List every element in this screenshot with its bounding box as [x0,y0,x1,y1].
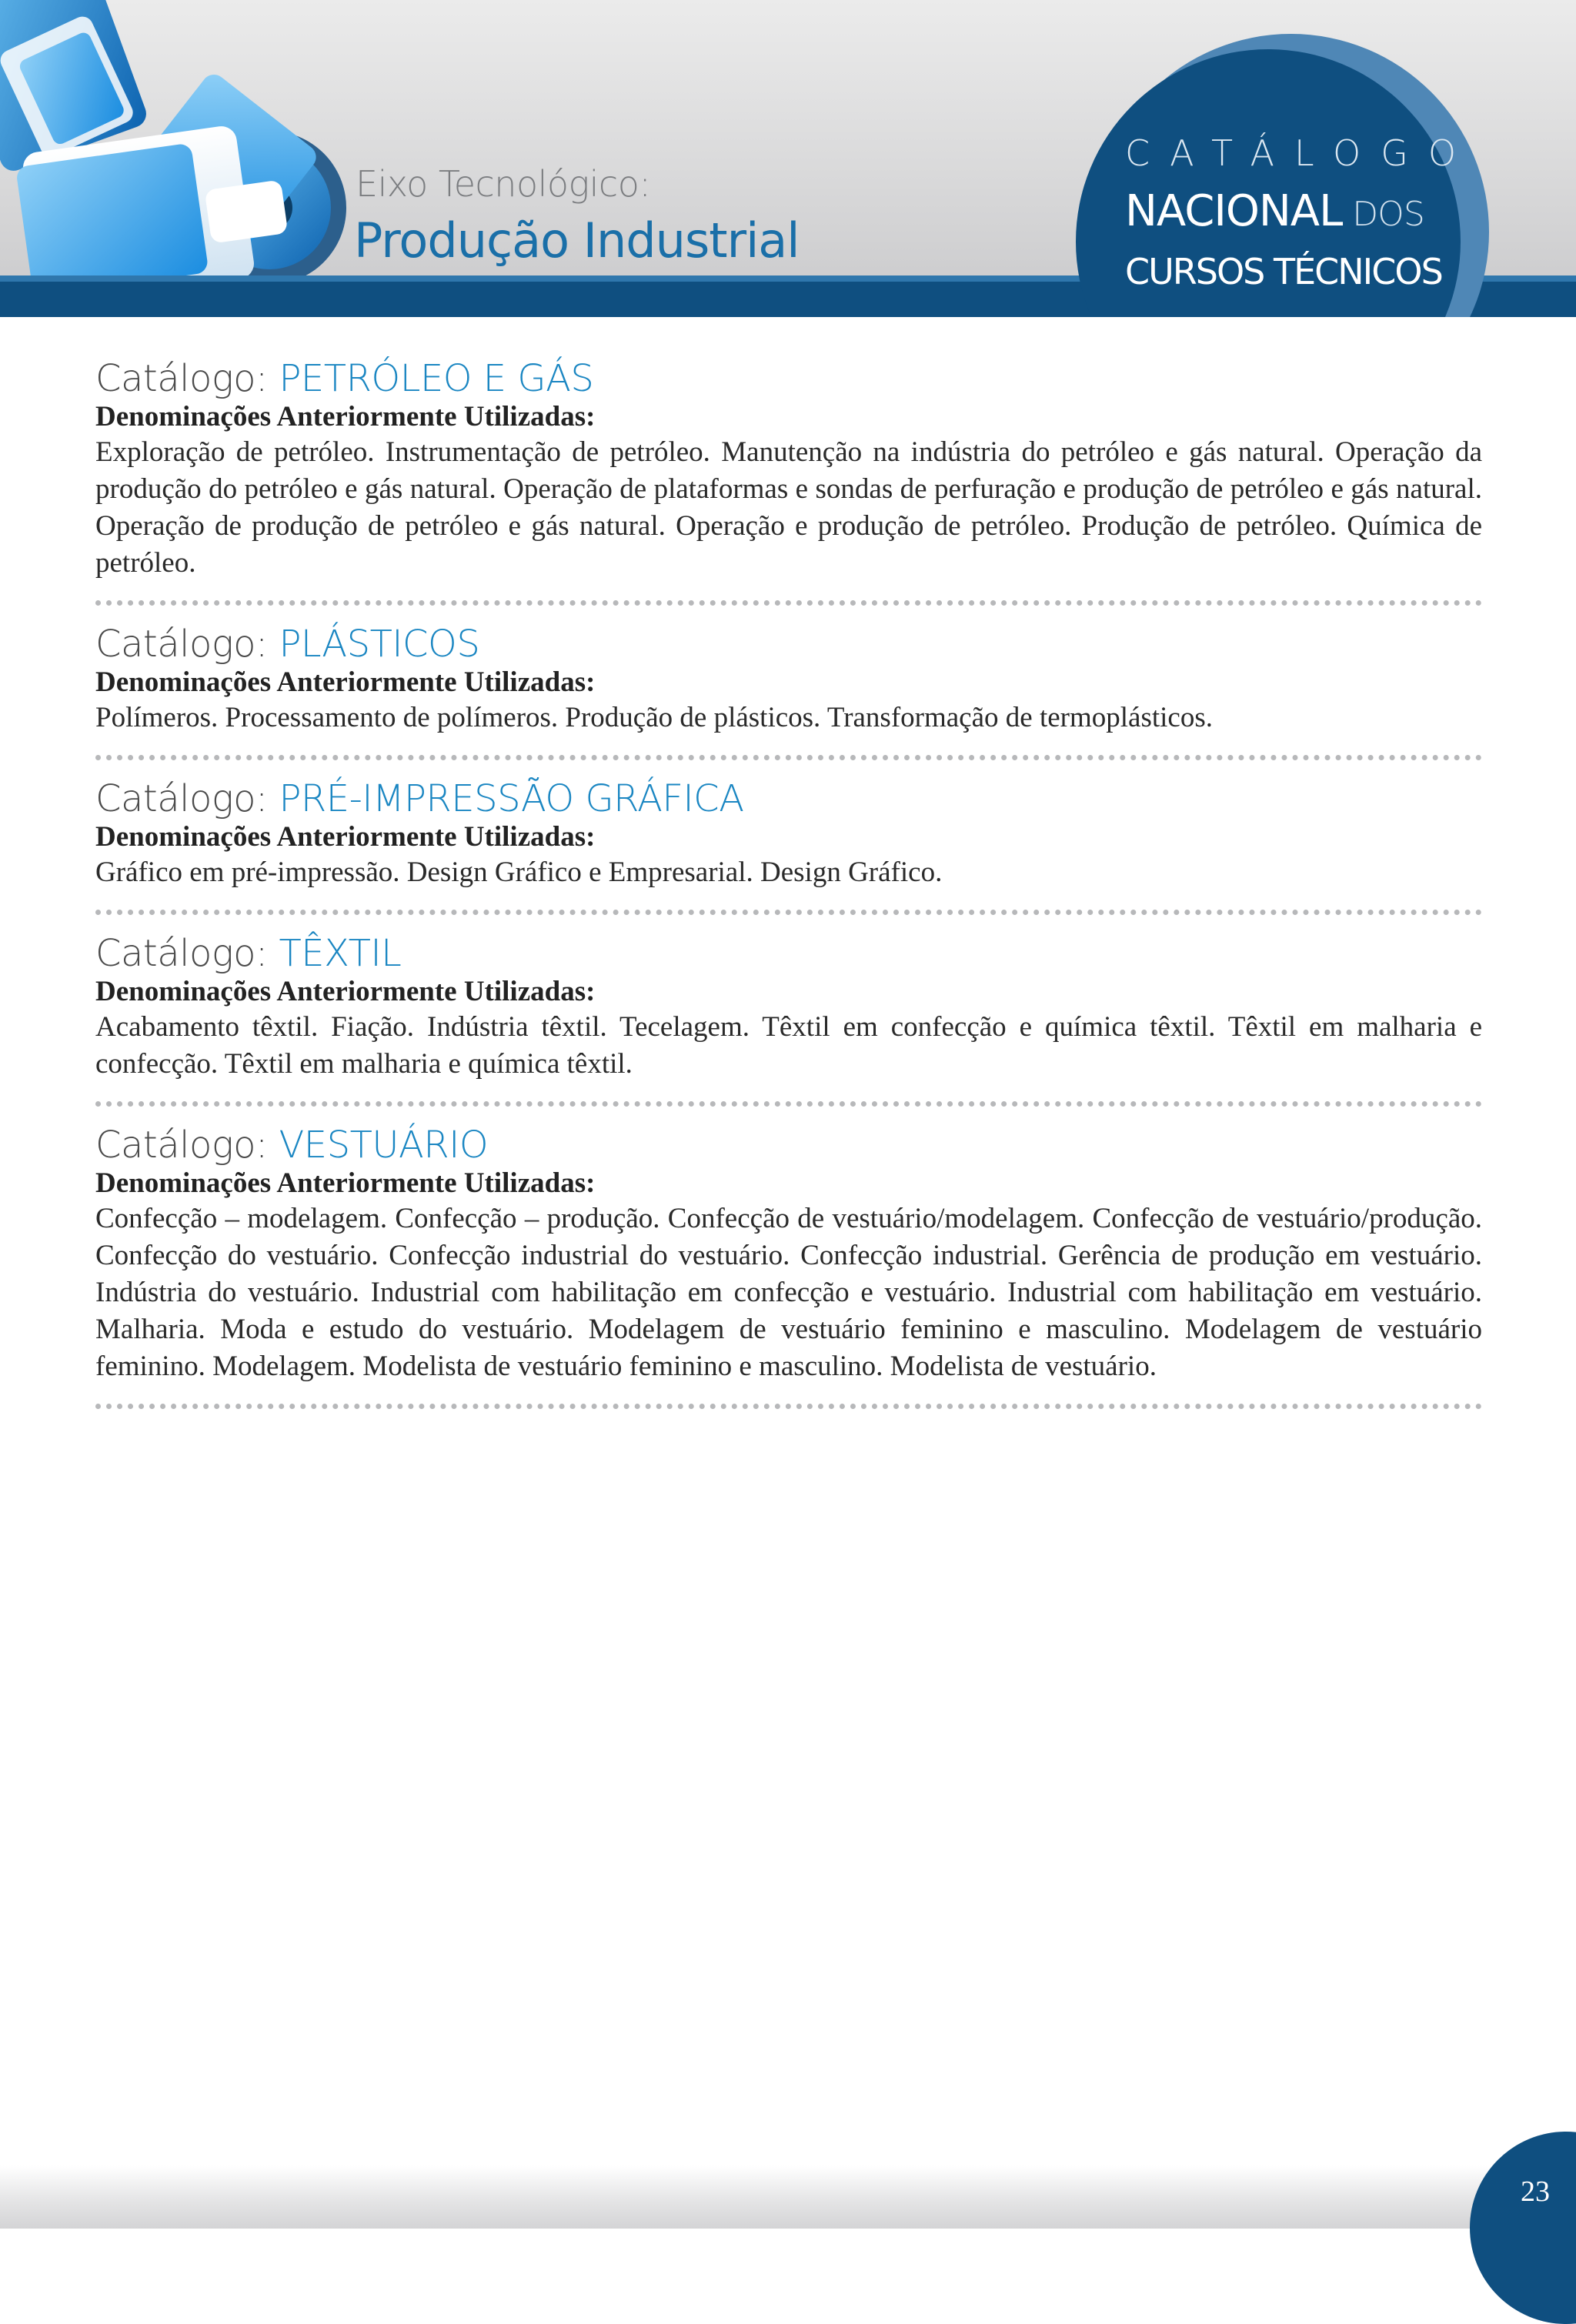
dotted-separator [95,755,1482,760]
entry-title [95,1124,1482,1167]
axis-label: Eixo Tecnológico: [356,163,651,205]
entry-title-prefix: Catálogo: [95,357,279,400]
entry-subtitle: Denominações Anteriormente Utilizadas: [95,401,596,432]
entry-title-prefix: Catálogo: [95,932,279,975]
brand-logo [0,0,1576,317]
entry-text: Confecção – modelagem. Confecção – produção. Confecção de vestuário/modelagem. Confecção de vestuário/produção. Confecção do vestuário. Confecção industrial do vestuário. Confecção industrial. Gerência de produção em vestuário. Indústria do vestuário. Industrial com habilitação em confecção e vestuário. Industrial com habilitação em vestuário. Malharia. Moda e estudo do vestuário. Modelagem de vestuário feminino e masculino. Modelagem de vestuário feminino. Modelagem. Modelista de vestuário feminino e masculino. Modelista de vestuário. [95,1203,1482,1382]
entry-catalog-name: PLÁSTICOS [279,623,480,666]
entry-subtitle: Denominações Anteriormente Utilizadas: [95,821,596,853]
entry-catalog-name: TÊXTIL [279,932,402,975]
entry-subtitle: Denominações Anteriormente Utilizadas: [95,976,596,1007]
page-number-badge [1470,2132,1576,2324]
brand-dos: DOS [1342,195,1424,234]
dotted-separator [95,1101,1482,1107]
catalog-entry [95,1124,1482,1385]
catalog-entry [95,623,1482,736]
catalog-entry [95,932,1482,1083]
brand-line-catalogo: CATÁLOGO [1125,132,1477,174]
dotted-separator [95,600,1482,606]
entry-text: Polímeros. Processamento de polímeros. Produção de plásticos. Transformação de termoplásticos. [95,702,1213,733]
catalog-entry [95,777,1482,891]
entry-title-prefix: Catálogo: [95,1124,279,1167]
entry-text: Acabamento têxtil. Fiação. Indústria têxtil. Tecelagem. Têxtil em confecção e química têxtil. Têxtil em malharia e confecção. Têxtil em malharia e química têxtil. [95,1011,1482,1080]
entry-catalog-name: PETRÓLEO E GÁS [279,357,594,400]
entry-catalog-name: PRÉ-IMPRESSÃO GRÁFICA [279,777,744,820]
entry-text: Gráfico em pré-impressão. Design Gráfico e Empresarial. Design Gráfico. [95,856,943,888]
entry-title [95,623,1482,666]
entry-catalog-name: VESTUÁRIO [279,1124,489,1167]
entry-text: Exploração de petróleo. Instrumentação de petróleo. Manutenção na indústria do petróleo e gás natural. Operação da produção do petróleo e gás natural. Operação de plataformas e sondas de perfuração e produção de petróleo e gás natural. Operação de produção de petróleo e gás natural. Operação e produção de petróleo. Produção de petróleo. Química de petróleo. [95,436,1482,579]
entry-subtitle: Denominações Anteriormente Utilizadas: [95,666,596,698]
dotted-separator [95,910,1482,915]
page-footer [0,2165,1576,2229]
entry-title [95,932,1482,975]
page-number: 23 [1521,2175,1550,2208]
entry-title-prefix: Catálogo: [95,623,279,666]
entry-title-prefix: Catálogo: [95,777,279,820]
entry-title [95,777,1482,820]
brand-line-nacional [1125,186,1424,236]
catalog-list [95,357,1482,1426]
axis-name: Produção Industrial [354,212,800,269]
entry-subtitle: Denominações Anteriormente Utilizadas: [95,1167,596,1199]
entry-title [95,357,1482,400]
catalog-entry [95,357,1482,582]
dotted-separator [95,1404,1482,1409]
brand-line-cursos: CURSOS TÉCNICOS [1125,251,1442,292]
brand-nacional: NACIONAL [1125,186,1343,236]
